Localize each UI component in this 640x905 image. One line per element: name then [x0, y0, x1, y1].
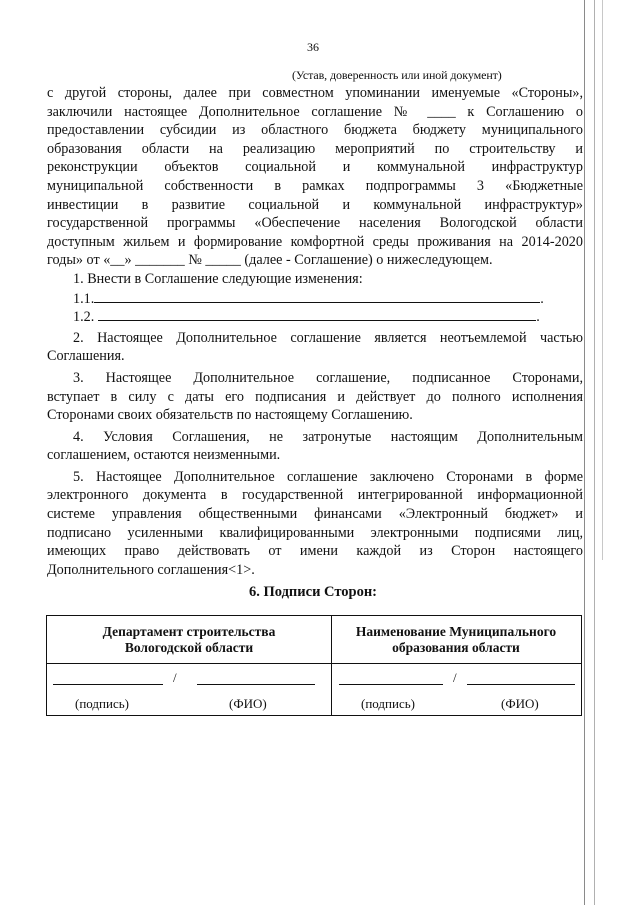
- party-name-line: Вологодской области: [124, 640, 254, 655]
- header-note: (Устав, доверенность или иной документ): [292, 68, 502, 82]
- scan-edge-line: [594, 0, 595, 905]
- signature-separator: /: [453, 670, 457, 685]
- text-line: Соглашения.: [47, 348, 125, 365]
- fill-in-line: [98, 307, 536, 321]
- item-2-paragraph: [47, 329, 583, 366]
- text-line: Дополнительного соглашения<1>.: [47, 561, 255, 578]
- item-4-paragraph: [47, 428, 583, 465]
- party-name-line: Департамент строительства: [102, 624, 276, 639]
- text-line: муниципальной собственности в рамках подпрограммы 3 «Бюджетные: [47, 177, 583, 194]
- signatures-title: 6. Подписи Сторон:: [248, 584, 378, 600]
- text-line: соглашением, остаются неизменными.: [47, 447, 281, 464]
- party-name-line: образования области: [392, 640, 520, 655]
- item-1: 1. Внести в Соглашение следующие изменения:: [73, 270, 363, 287]
- signature-line: [339, 684, 443, 685]
- text-line: имеющих право действовать от имени каждой из Сторон настоящего: [47, 543, 583, 560]
- text-line: вступает в силу с даты его подписания и действует до полного исполнения: [47, 388, 583, 405]
- text-line: Сторонами своих обязательств по настоящему Соглашению.: [47, 407, 413, 424]
- signature-party-right: [331, 616, 581, 664]
- signatures-table: [46, 615, 582, 716]
- text-line: электронного документа в государственной интегрированной информационной: [47, 487, 583, 504]
- fill-in-line: [94, 289, 540, 303]
- caption-name: (ФИО): [229, 696, 267, 711]
- party-name-line: Наименование Муниципального: [355, 624, 557, 639]
- item-1-1: 1.1. .: [73, 290, 544, 307]
- signature-separator: /: [173, 670, 177, 685]
- text-line: системе управления общественными финансами «Электронный бюджет» и: [47, 506, 583, 523]
- item-5-paragraph: [47, 468, 583, 580]
- text-line: реконструкции объектов социальной и коммунальной инфраструктур: [47, 159, 583, 176]
- text-line: подписано усиленными квалифицированными электронными подписями лиц,: [47, 524, 583, 541]
- scan-edge-line: [602, 0, 603, 560]
- text-line: 2. Настоящее Дополнительное соглашение является неотъемлемой частью: [73, 329, 583, 346]
- page-number: 36: [307, 40, 319, 54]
- item-1-2-label: 1.2.: [73, 309, 95, 326]
- text-line: 4. Условия Соглашения, не затронутые настоящим Дополнительным: [73, 428, 583, 445]
- text-line: 3. Настоящее Дополнительное соглашение, подписанное Сторонами,: [73, 369, 583, 386]
- name-line: [197, 684, 315, 685]
- text-line: государственной программы «Обеспечение населения Вологодской области: [47, 215, 583, 232]
- text-line: инвестиции в развитие социальной и коммунальной инфраструктур»: [47, 196, 583, 213]
- intro-paragraph: [47, 84, 583, 270]
- signature-party-left: [47, 616, 331, 664]
- signature-column-left: [47, 616, 332, 715]
- text-line: доступным жильем и формирование комфортной среды проживания на 2014-2020: [47, 233, 583, 250]
- caption-name: (ФИО): [501, 696, 539, 711]
- text-line: с другой стороны, далее при совместном упоминании именуемые «Стороны»,: [47, 85, 583, 101]
- signature-column-right: [331, 616, 581, 715]
- caption-signature: (подпись): [361, 696, 415, 711]
- text-line: предоставлении субсидии из областного бюджета бюджету муниципального: [47, 122, 583, 139]
- text-line: заключили настоящее Дополнительное соглашение № ____ к Соглашению о: [47, 103, 583, 120]
- scan-edge-line: [584, 0, 585, 905]
- item-1-2: 1.2. .: [73, 309, 540, 326]
- caption-signature: (подпись): [75, 696, 129, 711]
- text-line: годы» от «__» _______ № _____ (далее - Соглашение) о нижеследующем.: [47, 252, 493, 269]
- document-body: [47, 84, 583, 579]
- text-line: образования области на реализацию мероприятий по строительству и: [47, 140, 583, 157]
- text-line: 5. Настоящее Дополнительное соглашение заключено Сторонами в форме: [73, 468, 583, 485]
- item-3-paragraph: [47, 369, 583, 425]
- signature-line: [53, 684, 163, 685]
- item-1-1-label: 1.1.: [73, 290, 95, 307]
- name-line: [467, 684, 575, 685]
